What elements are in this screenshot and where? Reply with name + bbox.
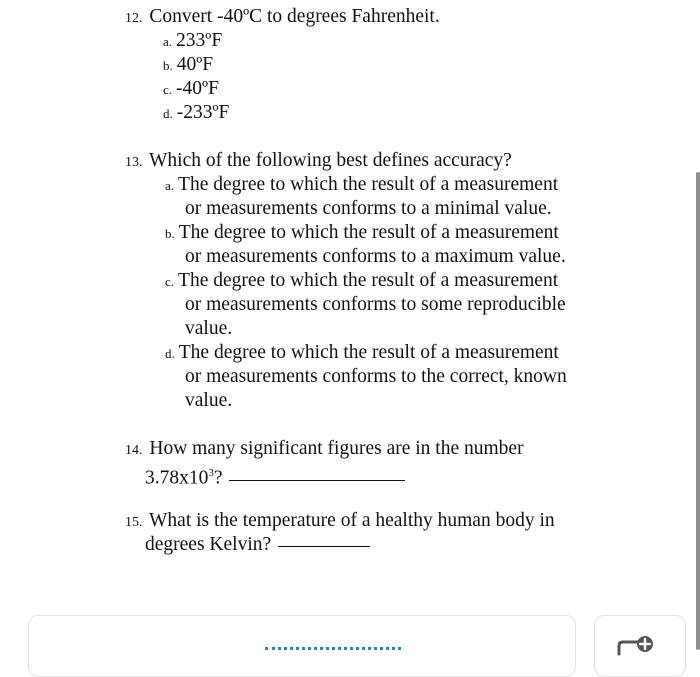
- option-letter: b.: [165, 226, 175, 241]
- add-card[interactable]: [594, 615, 686, 677]
- question-text: How many significant figures are in the number: [149, 438, 524, 459]
- question-12-prompt: [125, 5, 440, 31]
- option-text: 40ºF: [176, 54, 214, 75]
- vertical-scrollbar[interactable]: [696, 172, 700, 650]
- option-letter: d.: [163, 106, 173, 121]
- question-text: What is the temperature of a healthy human body in: [149, 510, 555, 531]
- question-12-option-d: [163, 101, 229, 126]
- option-text-line: The degree to which the result of a measurement: [178, 270, 559, 291]
- question-14-prompt-cont: [145, 461, 405, 491]
- option-letter: c.: [165, 274, 175, 289]
- question-15-prompt-cont: [145, 533, 370, 557]
- question-14-prompt: [125, 437, 524, 463]
- option-letter: a.: [163, 34, 173, 49]
- option-letter: b.: [163, 58, 173, 73]
- question-13-option-b: [165, 221, 559, 246]
- answer-blank: [278, 545, 370, 547]
- option-text-line: value.: [185, 390, 233, 411]
- option-text-line: or measurements conforms to some reproducible: [185, 294, 566, 315]
- question-13-option-c-cont2: [185, 317, 232, 341]
- option-text: -233ºF: [176, 102, 230, 123]
- option-text-line: The degree to which the result of a measurement: [178, 222, 559, 243]
- option-text: 233ºF: [176, 30, 223, 51]
- option-text-line: The degree to which the result of a measurement: [178, 342, 559, 363]
- question-text: Which of the following best defines accuracy?: [149, 150, 512, 171]
- question-mark: ?: [213, 467, 223, 489]
- option-text-line: or measurements conforms to a minimal value.: [185, 198, 552, 219]
- add-comment-icon: [615, 636, 655, 656]
- question-15-prompt: [125, 509, 555, 535]
- question-text: degrees Kelvin?: [145, 534, 272, 555]
- question-number: 12.: [125, 11, 143, 26]
- option-letter: d.: [165, 346, 175, 361]
- question-13-option-a-cont: [185, 197, 552, 221]
- question-13-option-b-cont: [185, 245, 566, 269]
- option-text-line: or measurements conforms to the correct, known: [185, 366, 567, 387]
- option-text-line: or measurements conforms to a maximum value.: [185, 246, 566, 267]
- question-number: 14.: [125, 443, 143, 458]
- bottom-action-card[interactable]: [28, 615, 576, 677]
- card-content-hint: [265, 647, 401, 654]
- question-13-option-d-cont: [185, 365, 567, 389]
- question-13-option-a: [165, 173, 558, 198]
- answer-blank: [229, 479, 405, 481]
- question-number: 13.: [125, 155, 143, 170]
- option-text-line: value.: [185, 318, 233, 339]
- question-13-option-d: [165, 341, 559, 366]
- option-text-line: The degree to which the result of a measurement: [178, 174, 559, 195]
- option-letter: c.: [163, 82, 173, 97]
- question-12-option-c: [163, 77, 219, 102]
- question-12-option-a: [163, 29, 222, 54]
- question-text-number: 3.78x10: [145, 467, 209, 489]
- question-13-option-d-cont2: [185, 389, 232, 413]
- question-number: 15.: [125, 515, 143, 530]
- question-13-prompt: [125, 149, 512, 175]
- option-letter: a.: [165, 178, 175, 193]
- question-12-option-b: [163, 53, 213, 78]
- exponent: 3: [208, 467, 214, 479]
- question-13-option-c-cont: [185, 293, 566, 317]
- option-text: -40ºF: [176, 78, 219, 99]
- question-13-option-c: [165, 269, 558, 294]
- question-text: Convert -40ºC to degrees Fahrenheit.: [149, 6, 440, 27]
